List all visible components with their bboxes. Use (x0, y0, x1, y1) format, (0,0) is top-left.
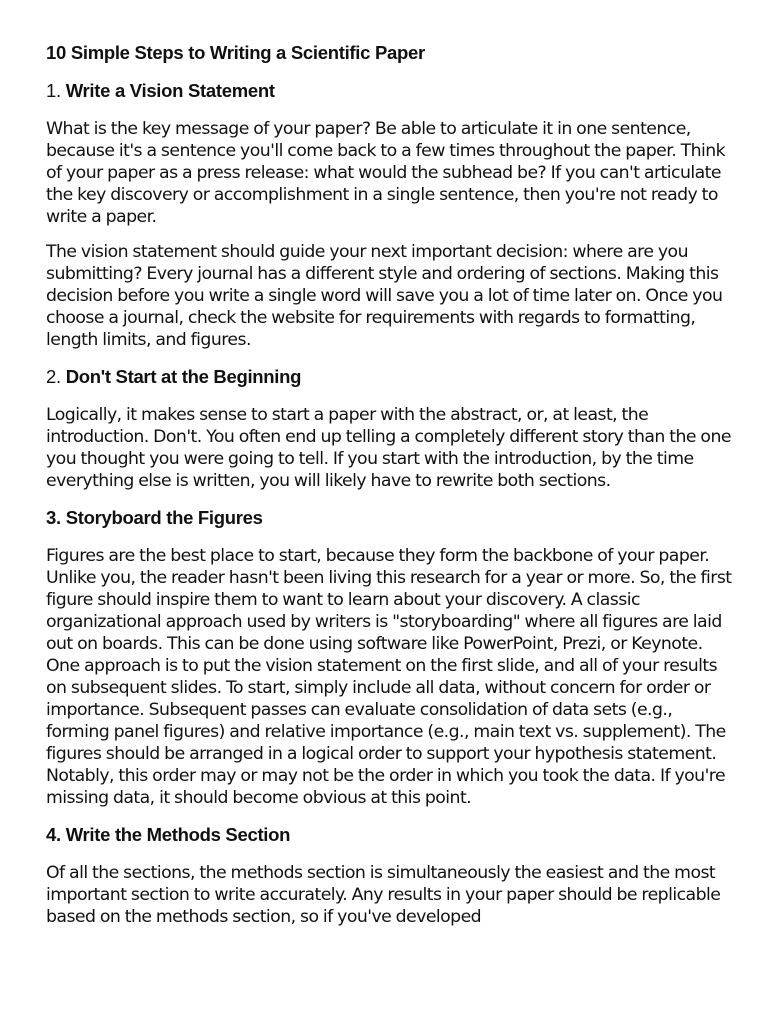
document-page (46, 40, 736, 941)
section-methods (46, 822, 736, 928)
section-title: Don't Start at the Beginning (65, 366, 302, 387)
section-heading (46, 364, 736, 390)
section-vision-statement (46, 78, 736, 351)
section-title: Storyboard the Figures (65, 507, 263, 528)
section-number: 3. (46, 507, 61, 528)
section-number: 4. (46, 824, 61, 845)
section-number: 1. (46, 80, 61, 101)
paragraph: What is the key message of your paper? Be able to articulate it in one sentence, because it's a sentence you'll come back to a few times throughout the paper. Think of your paper as a press release: what would the subhead be? If you can't articulate the key discovery or accomplishment in a single sentence, then you're not ready to write a paper. (46, 119, 726, 227)
section-heading (46, 78, 736, 104)
section-dont-start-at-beginning (46, 364, 736, 492)
paragraph: The vision statement should guide your next important decision: where are you submitting? Every journal has a different style and ordering of sections. Making this decision before you write a single word will save you a lot of time later on. Once you choose a journal, check the website for requirements with regards to formatting, length limits, and figures. (46, 242, 723, 350)
section-heading (46, 505, 736, 531)
paragraph: Logically, it makes sense to start a paper with the abstract, or, at least, the introduction. Don't. You often end up telling a completely different story than the one you thought you were going to tell. If you start with the introduction, by the time everything else is written, you will likely have to rewrite both sections. (46, 405, 731, 491)
section-storyboard-figures (46, 505, 736, 809)
paragraph: Figures are the best place to start, because they form the backbone of your paper. Unlike you, the reader hasn't been living this research for a year or more. So, the first figure should inspire them to want to learn about your discovery. A classic organizational approach used by writers is "storyboarding" where all figures are laid out on boards. This can be done using software like PowerPoint, Prezi, or Keynote. One approach is to put the vision statement on the first slide, and all of your results on subsequent slides. To start, simply include all data, without concern for order or importance. Subsequent passes can evaluate consolidation of data sets (e.g., forming panel figures) and relative importance (e.g., main text vs. supplement). The figures should be arranged in a logical order to support your hypothesis statement. Notably, this order may or may not be the order in which you took the data. If you're missing data, it should become obvious at this point. (46, 546, 732, 808)
section-heading (46, 822, 736, 848)
section-number: 2. (46, 366, 61, 387)
paragraph: Of all the sections, the methods section is simultaneously the easiest and the most important section to write accurately. Any results in your paper should be replicable based on the methods section, so if you've developed (46, 863, 721, 927)
document-title: 10 Simple Steps to Writing a Scientific Paper (46, 42, 425, 63)
section-title: Write a Vision Statement (65, 80, 275, 101)
section-title: Write the Methods Section (65, 824, 291, 845)
